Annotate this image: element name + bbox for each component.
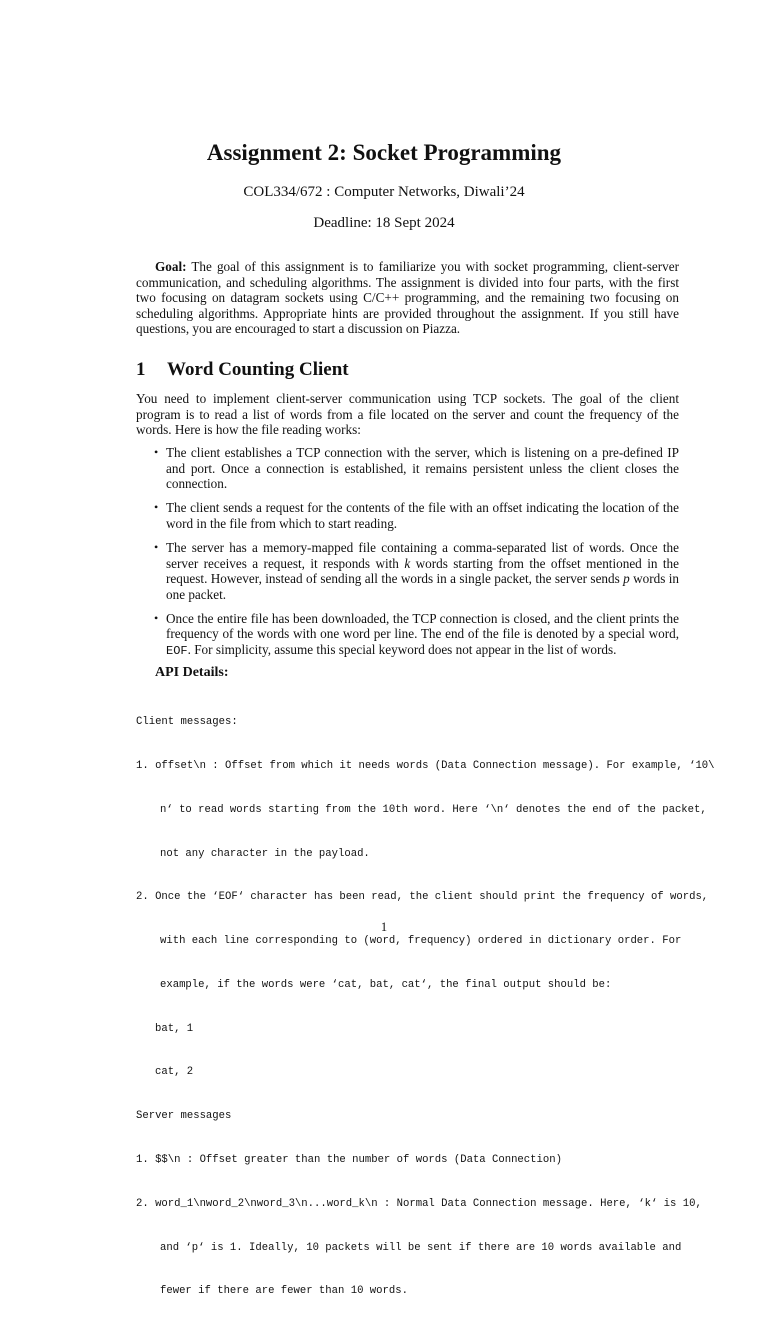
page-number: 1 bbox=[380, 920, 388, 934]
code-line: Client messages: bbox=[136, 716, 238, 729]
list-item-text: words starting from the offset mentioned in the request. However, instead of sending all the words in a single packet, the server sends bbox=[166, 555, 679, 587]
bullet-icon: • bbox=[154, 610, 159, 625]
section-title: Word Counting Client bbox=[167, 359, 349, 380]
goal-text: The goal of this assignment is to familiarize you with socket programming, client-server communication, and scheduling algorithms. The assignment is divided into four parts, with the first two focusing on datagram sockets using C/C++ programming, and the remaining two focusing on scheduling algorithms. Appropriate hints are provided throughout the assignment. If you still have questions, you are encouraged to start a discussion on Piazza. bbox=[136, 259, 679, 337]
api-details-heading: API Details: bbox=[155, 665, 229, 680]
steps-list bbox=[136, 445, 679, 668]
code-line: 1. $$\n : Offset greater than the number of words (Data Connection) bbox=[136, 1154, 562, 1166]
code-line: 2. word_1\nword_2\nword_3\n...word_k\n : Normal Data Connection message. Here, ‘k‘ is 10, bbox=[136, 1197, 702, 1210]
bullet-icon: • bbox=[154, 445, 159, 459]
bullet-icon: • bbox=[154, 500, 159, 515]
document-title: Assignment 2: Socket Programming bbox=[206, 140, 562, 165]
list-item-text: The client sends a request for the contents of the file with an offset indicating the location of the word in the file from which to start reading. bbox=[166, 500, 679, 531]
math-k: k bbox=[404, 555, 411, 571]
code-line: not any character in the payload. bbox=[160, 847, 370, 860]
section-heading bbox=[136, 358, 349, 382]
list-item-text: The client establishes a TCP connection with the server, which is listening on a pre-defined IP and port. Once a connection is established, it remains persistent unless the client closes the connection. bbox=[166, 445, 679, 492]
deadline-line: Deadline: 18 Sept 2024 bbox=[313, 215, 455, 231]
code-line: n‘ to read words starting from the 10th word. Here ‘\n‘ denotes the end of the packet, bbox=[160, 803, 707, 816]
list-item-text: . For simplicity, assume this special keyword does not appear in the list of words. bbox=[187, 642, 617, 658]
bullet-icon: • bbox=[154, 539, 159, 554]
api-code-block bbox=[136, 686, 736, 1328]
goal-label: Goal: bbox=[155, 259, 187, 274]
code-line: cat, 2 bbox=[155, 1066, 194, 1079]
goal-paragraph bbox=[136, 259, 679, 337]
course-subtitle: COL334/672 : Computer Networks, Diwali’24 bbox=[243, 184, 525, 200]
eof-keyword: EOF bbox=[166, 644, 188, 659]
list-item bbox=[136, 500, 679, 531]
code-line: Server messages bbox=[136, 1110, 232, 1123]
section-number: 1 bbox=[136, 359, 146, 380]
code-line: and ‘p‘ is 1. Ideally, 10 packets will be sent if there are 10 words available and bbox=[160, 1241, 682, 1254]
code-line: 2. Once the ‘EOF‘ character has been read, the client should print the frequency of words, bbox=[136, 891, 709, 904]
list-item bbox=[136, 611, 679, 660]
code-line: 1. offset\n : Offset from which it needs words (Data Connection message). For example, ‘10\ bbox=[136, 759, 715, 772]
list-item bbox=[136, 540, 679, 602]
list-item-text: The server has a memory-mapped file containing a comma-separated list of words. Once the server receives a request, it responds with bbox=[166, 539, 679, 571]
math-p: p bbox=[623, 571, 630, 587]
list-item-text: Once the entire file has been downloaded, the TCP connection is closed, and the client prints the frequency of the words with one word per line. The end of the file is denoted by a special word, bbox=[166, 610, 679, 642]
code-line: with each line corresponding to (word, frequency) ordered in dictionary order. For bbox=[160, 935, 682, 948]
list-item bbox=[136, 445, 679, 492]
list-item-text: words in one packet. bbox=[166, 571, 679, 602]
code-line: bat, 1 bbox=[155, 1022, 194, 1035]
section-intro: You need to implement client-server communication using TCP sockets. The goal of the client program is to read a list of words from a file located on the server and count the frequency of the words. Here is how the file reading works: bbox=[136, 391, 679, 438]
code-line: fewer if there are fewer than 10 words. bbox=[160, 1285, 408, 1298]
code-line: example, if the words were ‘cat, bat, cat‘, the final output should be: bbox=[160, 978, 612, 991]
